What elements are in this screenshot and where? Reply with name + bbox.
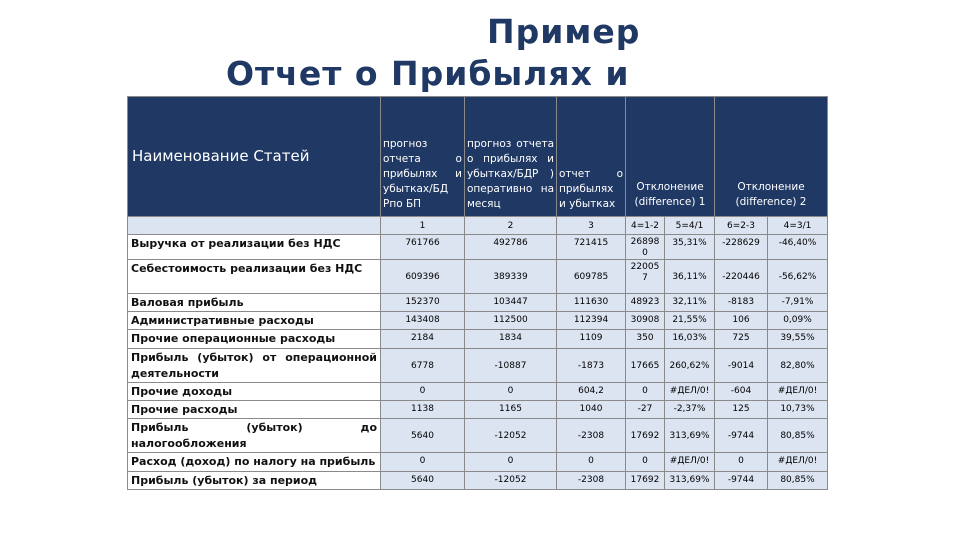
header-forecast-operative: прогноз отчета о прибылях и убытках/БДР ) оперативно на месяц: [465, 97, 557, 217]
row-label: Прибыль (убыток) от операционной деятельности: [128, 349, 381, 383]
table-row: [128, 401, 828, 419]
value-cell: #ДЕЛ/0!: [665, 453, 715, 472]
value-cell: 80,85%: [768, 419, 828, 453]
value-cell: #ДЕЛ/0!: [665, 383, 715, 401]
row-label: Прочие операционные расходы: [128, 330, 381, 349]
value-cell: 721415: [557, 235, 626, 260]
value-cell: -2,37%: [665, 401, 715, 419]
value-cell: 313,69%: [665, 419, 715, 453]
value-cell: 761766: [381, 235, 465, 260]
value-cell: 492786: [465, 235, 557, 260]
table-row: [128, 349, 828, 383]
index-cell: 2: [465, 217, 557, 235]
value-cell: -56,62%: [768, 260, 828, 294]
value-cell: 36,11%: [665, 260, 715, 294]
value-cell: 0: [715, 453, 768, 472]
value-cell: -9744: [715, 419, 768, 453]
value-cell: -12052: [465, 472, 557, 490]
value-cell: -9014: [715, 349, 768, 383]
value-cell: 30908: [626, 312, 665, 330]
index-cell: 5=4/1: [665, 217, 715, 235]
slide-title-line2: Отчет о Прибылях и: [226, 54, 630, 93]
table-row: [128, 294, 828, 312]
value-cell: 80,85%: [768, 472, 828, 490]
table-row: [128, 235, 828, 260]
value-cell: 350: [626, 330, 665, 349]
value-cell: -228629: [715, 235, 768, 260]
row-label: Прибыль (убыток) до налогообложения: [128, 419, 381, 453]
value-cell: 17665: [626, 349, 665, 383]
value-cell: 1834: [465, 330, 557, 349]
value-cell: 106: [715, 312, 768, 330]
value-cell: -220446: [715, 260, 768, 294]
table-row: [128, 330, 828, 349]
value-cell: 143408: [381, 312, 465, 330]
value-cell: 0: [381, 453, 465, 472]
value-cell: -604: [715, 383, 768, 401]
value-cell: 0: [465, 383, 557, 401]
value-cell: -1873: [557, 349, 626, 383]
value-cell: 0: [465, 453, 557, 472]
value-cell: 39,55%: [768, 330, 828, 349]
value-cell: 0: [381, 383, 465, 401]
value-cell: 6778: [381, 349, 465, 383]
value-cell: -7,91%: [768, 294, 828, 312]
value-cell: #ДЕЛ/0!: [768, 453, 828, 472]
value-cell: 22005 7: [626, 260, 665, 294]
value-cell: 152370: [381, 294, 465, 312]
value-cell: 313,69%: [665, 472, 715, 490]
value-cell: -10887: [465, 349, 557, 383]
value-cell: 5640: [381, 419, 465, 453]
value-cell: -2308: [557, 419, 626, 453]
value-cell: 260,62%: [665, 349, 715, 383]
value-cell: 16,03%: [665, 330, 715, 349]
value-cell: 725: [715, 330, 768, 349]
value-cell: 32,11%: [665, 294, 715, 312]
value-cell: 26898 0: [626, 235, 665, 260]
header-item-name: Наименование Статей: [128, 97, 381, 217]
header-actual-report: отчет о прибылях и убытках: [557, 97, 626, 217]
table-row: [128, 312, 828, 330]
row-label: Себестоимость реализации без НДС: [128, 260, 381, 294]
index-cell: 4=3/1: [768, 217, 828, 235]
table-row: [128, 472, 828, 490]
value-cell: 5640: [381, 472, 465, 490]
slide-title-line1: Пример: [487, 12, 641, 51]
value-cell: 21,55%: [665, 312, 715, 330]
value-cell: 10,73%: [768, 401, 828, 419]
row-label: Расход (доход) по налогу на прибыль: [128, 453, 381, 472]
index-cell: 6=2-3: [715, 217, 768, 235]
value-cell: 609785: [557, 260, 626, 294]
table-row: [128, 260, 828, 294]
table-index-row: [128, 217, 828, 235]
value-cell: 1040: [557, 401, 626, 419]
value-cell: 1138: [381, 401, 465, 419]
value-cell: 17692: [626, 472, 665, 490]
value-cell: 0: [557, 453, 626, 472]
value-cell: 609396: [381, 260, 465, 294]
row-label: Административные расходы: [128, 312, 381, 330]
value-cell: -46,40%: [768, 235, 828, 260]
value-cell: 111630: [557, 294, 626, 312]
value-cell: -12052: [465, 419, 557, 453]
index-cell: 1: [381, 217, 465, 235]
value-cell: 112394: [557, 312, 626, 330]
value-cell: -2308: [557, 472, 626, 490]
value-cell: #ДЕЛ/0!: [768, 383, 828, 401]
header-difference-2: Отклонение (difference) 2: [715, 97, 828, 217]
value-cell: -27: [626, 401, 665, 419]
row-label: Прибыль (убыток) за период: [128, 472, 381, 490]
index-cell: 4=1-2: [626, 217, 665, 235]
row-label: Валовая прибыль: [128, 294, 381, 312]
value-cell: 0: [626, 453, 665, 472]
index-cell: 3: [557, 217, 626, 235]
value-cell: 125: [715, 401, 768, 419]
table-row: [128, 453, 828, 472]
value-cell: 0,09%: [768, 312, 828, 330]
row-label: Прочие расходы: [128, 401, 381, 419]
value-cell: 35,31%: [665, 235, 715, 260]
profit-loss-table: [127, 96, 828, 490]
table-header-row: [128, 97, 828, 217]
header-difference-1: Отклонение (difference) 1: [626, 97, 715, 217]
value-cell: 112500: [465, 312, 557, 330]
row-label: Выручка от реализации без НДС: [128, 235, 381, 260]
value-cell: -9744: [715, 472, 768, 490]
value-cell: 604,2: [557, 383, 626, 401]
header-forecast-bp: прогноз отчета о прибылях и убытках/БД Рпо БП: [381, 97, 465, 217]
value-cell: 17692: [626, 419, 665, 453]
value-cell: 48923: [626, 294, 665, 312]
value-cell: 0: [626, 383, 665, 401]
table-row: [128, 383, 828, 401]
index-cell: [128, 217, 381, 235]
value-cell: 103447: [465, 294, 557, 312]
row-label: Прочие доходы: [128, 383, 381, 401]
value-cell: -8183: [715, 294, 768, 312]
value-cell: 82,80%: [768, 349, 828, 383]
value-cell: 1109: [557, 330, 626, 349]
table-row: [128, 419, 828, 453]
value-cell: 2184: [381, 330, 465, 349]
value-cell: 389339: [465, 260, 557, 294]
value-cell: 1165: [465, 401, 557, 419]
